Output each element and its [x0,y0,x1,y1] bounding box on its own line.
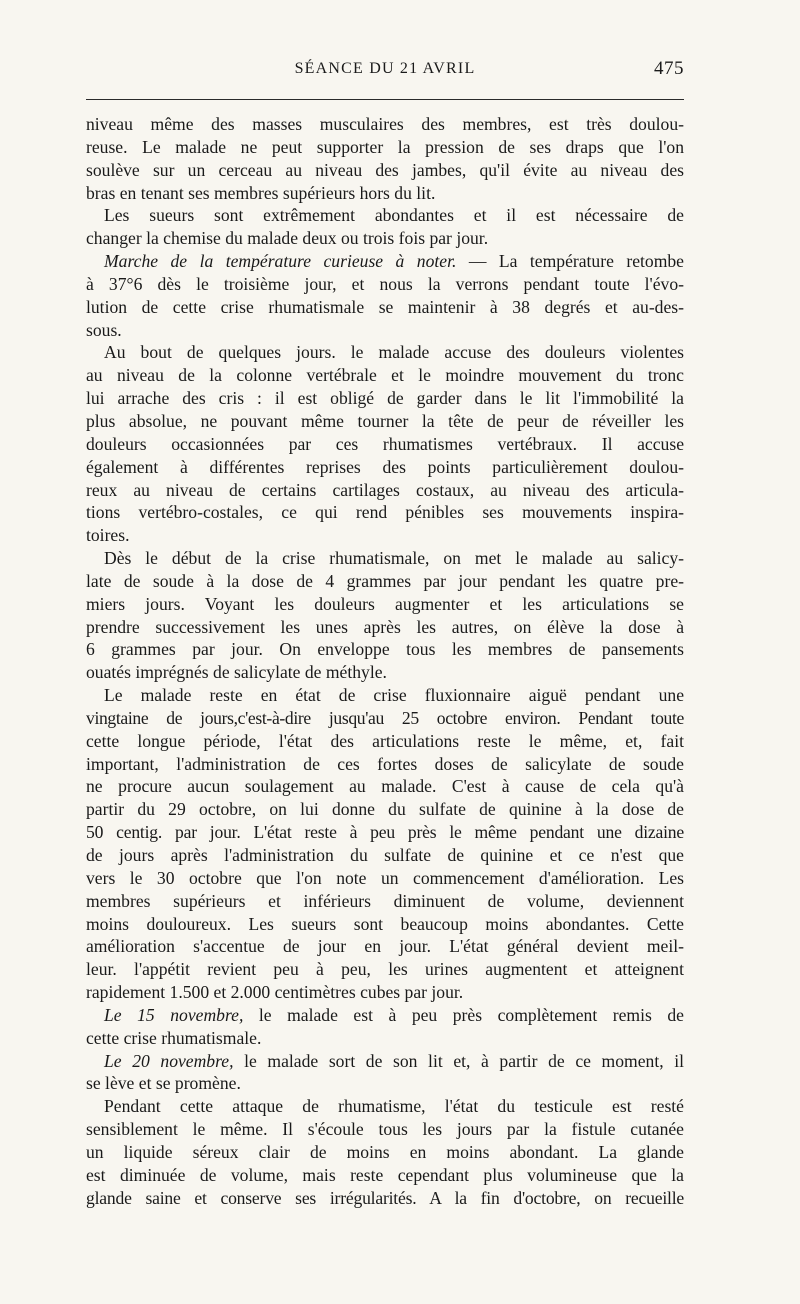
text-line: prendre successivement les unes après les autres, on élève la dose à [86,616,684,637]
paragraph [86,250,684,341]
text-line: ne procure aucun soulagement au malade. C'est à cause de cela qu'à [86,776,684,797]
text-line: niveau même des masses musculaires des membres, est très doulou- [86,114,684,134]
text-line: se lève et se promène. [86,1073,241,1094]
paragraph [86,547,684,684]
text-line: miers jours. Voyant les douleurs augmenter et les articulations se [86,593,684,614]
italic-lead: Le 15 novembre, [104,1004,244,1025]
text-line: Au bout de quelques jours. le malade accuse des douleurs violentes [104,342,684,363]
text-line: glande saine et conserve ses irrégularités. A la fin d'octobre, on recueille [86,1187,684,1208]
text-line: ouatés imprégnés de salicylate de méthyle. [86,662,387,683]
paragraph [86,1095,684,1209]
text-line: cette longue période, l'état des articulations reste le même, et, fait [86,730,684,751]
text-line: tions vertébro-costales, ce qui rend pénibles ses mouvements inspira- [86,502,684,523]
text-line: au niveau de la colonne vertébrale et le moindre mouvement du tronc [86,365,684,386]
text-line: Le malade reste en état de crise fluxionnaire aiguë pendant une [104,685,684,706]
paragraph [86,113,684,204]
text-line: rapidement 1.500 et 2.000 centimètres cubes par jour. [86,982,464,1003]
text-line: douleurs occasionnées par ces rhumatismes vertébraux. Il accuse [86,433,684,454]
running-title: SÉANCE DU 21 AVRIL [294,60,476,77]
text-line: 50 centig. par jour. L'état reste à peu près le même pendant une dizaine [86,822,684,843]
text-line: Pendant cette attaque de rhumatisme, l'état du testicule est resté [104,1096,684,1117]
lead-rest: le malade est à peu près complètement remis de [243,1004,684,1025]
text-line: 6 grammes par jour. On enveloppe tous les membres de pansements [86,639,684,660]
text-line: de jours après l'administration du sulfate de quinine et ce n'est que [86,845,684,865]
lead-rest: le malade sort de son lit et, à partir de ce moment, il [233,1050,684,1071]
text-line: bras en tenant ses membres supérieurs hors du lit. [86,182,436,203]
text-line: à 37°6 dès le troisième jour, et nous la verrons pendant toute l'évo- [86,273,684,294]
text-line: lution de cette crise rhumatismale se maintenir à 38 degrés et au-des- [86,296,684,317]
text-line: toires. [86,525,130,546]
paragraph [86,1050,684,1096]
italic-lead: Le 20 novembre, [104,1050,234,1071]
text-line: Les sueurs sont extrêmement abondantes et il est nécessaire de [104,205,684,226]
header-rule [86,99,684,100]
paragraph [86,1004,684,1050]
text-line: sous. [86,319,122,340]
text-line: late de soude à la dose de 4 grammes par jour pendant les quatre pre- [86,570,684,591]
text-line: membres supérieurs et inférieurs diminuent de volume, deviennent [86,890,684,911]
text-line: reux au niveau de certains cartilages costaux, au niveau des articula- [86,479,684,500]
text-line: amélioration s'accentue de jour en jour. L'état général devient meil- [86,936,684,957]
text-line: leur. l'appétit revient peu à peu, les urines augmentent et atteignent [86,959,684,980]
text-line: un liquide séreux clair de moins en moins abondant. La glande [86,1141,684,1162]
text-line: cette crise rhumatismale. [86,1027,262,1048]
text-line: Dès le début de la crise rhumatismale, on met le malade au salicy- [104,548,684,569]
text-line: sensiblement le même. Il s'écoule tous les jours par la fistule cutanée [86,1119,684,1140]
text-line: moins douloureux. Les sueurs sont beaucoup moins abondantes. Cette [86,913,684,934]
text-line: reuse. Le malade ne peut supporter la pression de ses draps que l'on [86,136,684,157]
page-number: 475 [654,58,684,79]
text-line: lui arrache des cris : il est obligé de garder dans le lit l'immobilité la [86,388,684,409]
text-line: vers le 30 octobre que l'on note un commencement d'amélioration. Les [86,867,684,888]
paragraph [86,684,684,1004]
italic-lead: Marche de la température curieuse à noter. [104,251,457,272]
text-line: soulève sur un cerceau au niveau des jambes, qu'il évite au niveau des [86,159,684,180]
text-line [86,1050,684,1073]
lead-rest: — La température retombe [456,251,684,272]
text-line [86,1004,684,1027]
body-text [86,113,684,1210]
paragraph [86,204,684,250]
text-line: vingtaine de jours,c'est-à-dire jusqu'au 25 octobre environ. Pendant toute [86,707,684,728]
text-line: plus absolue, ne pouvant même tourner la tête de peur de réveiller les [86,410,684,431]
text-line: partir du 29 octobre, on lui donne du sulfate de quinine à la dose de [86,799,684,820]
paragraph [86,341,684,547]
running-head [86,58,684,88]
text-line [86,250,684,273]
text-line: également à différentes reprises des points particulièrement doulou- [86,456,684,477]
text-line: important, l'administration de ces fortes doses de salicylate de soude [86,753,684,774]
text-line: changer la chemise du malade deux ou trois fois par jour. [86,228,489,249]
text-line: est diminuée de volume, mais reste cependant plus volumineuse que la [86,1164,684,1185]
